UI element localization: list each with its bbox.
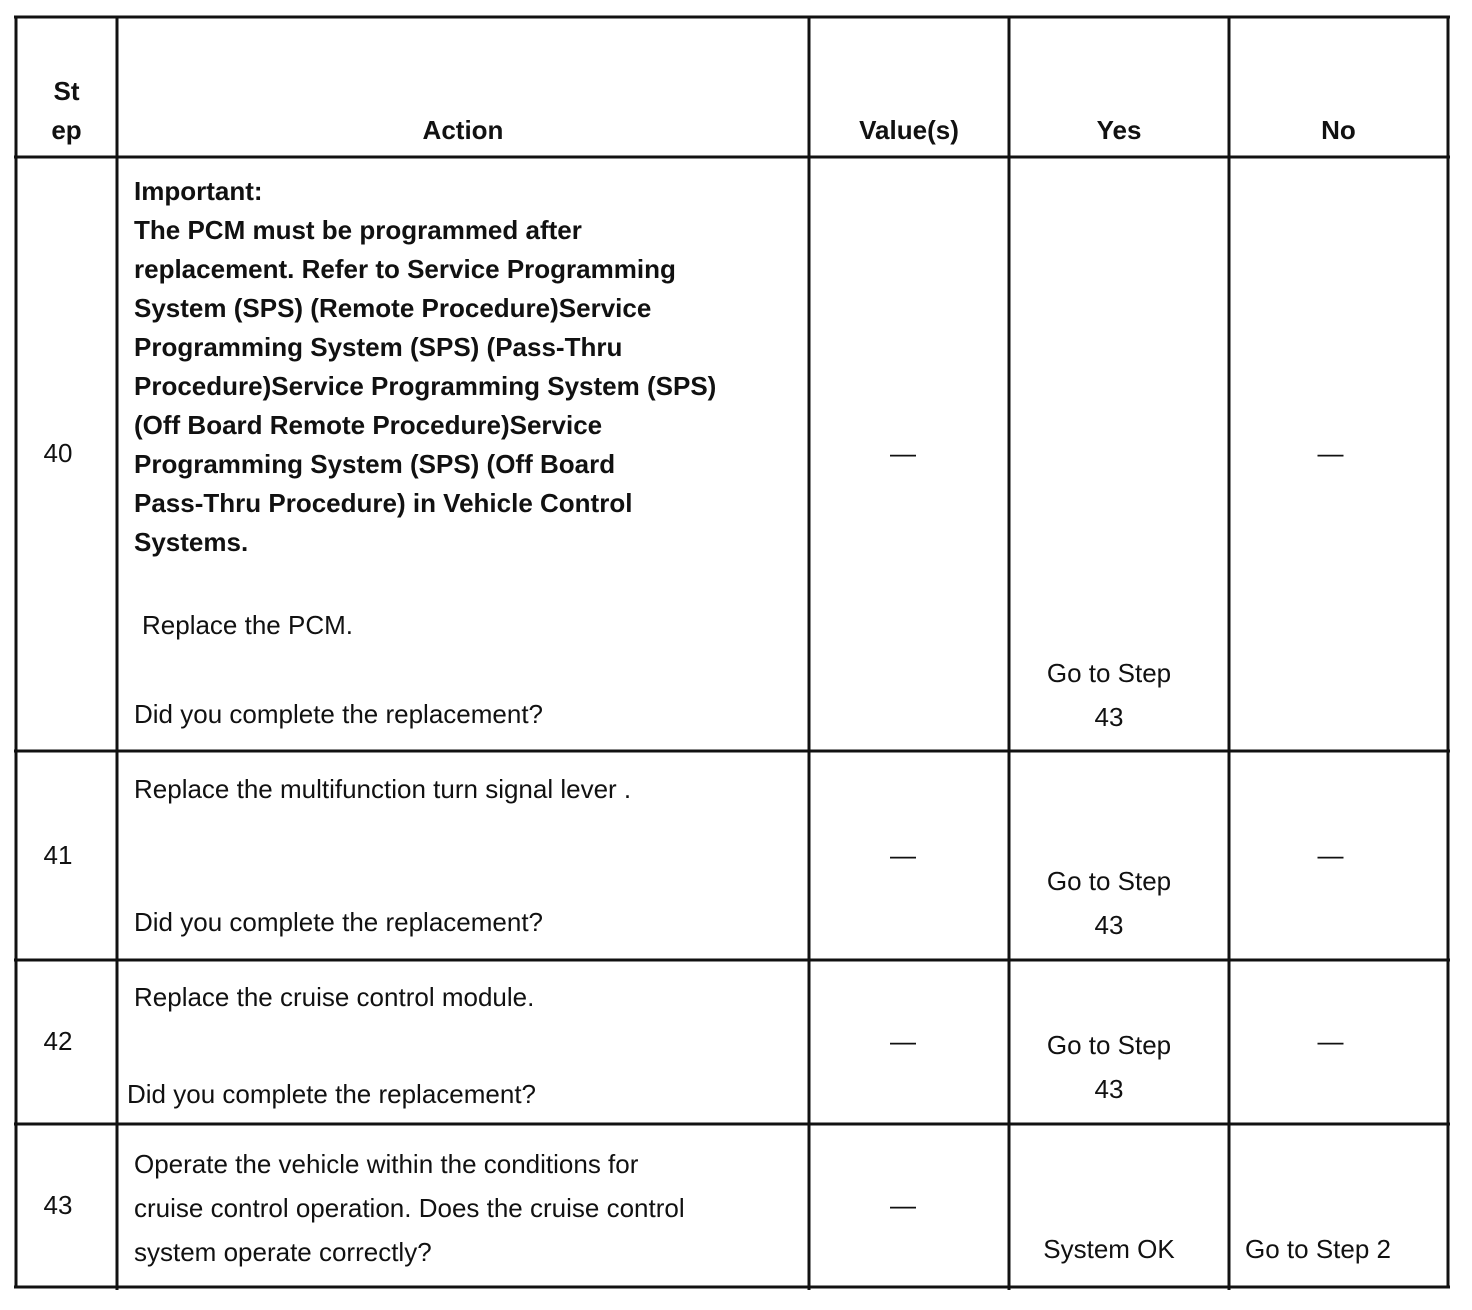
- step-number: 41: [43, 840, 73, 870]
- value-cell: —: [890, 1026, 916, 1056]
- value-cell: —: [890, 840, 916, 870]
- action-question: Did you complete the replacement?: [134, 699, 544, 729]
- yes-line: Go to Step: [1046, 658, 1172, 688]
- important-line: Procedure)Service Programming System (SPS): [134, 371, 717, 401]
- yes-cell: [1009, 859, 1209, 947]
- header-yes: Yes: [1096, 115, 1142, 145]
- action-question: Did you complete the replacement?: [134, 907, 544, 937]
- action-instruction: Replace the multifunction turn signal lever .: [134, 774, 632, 804]
- header-step-line-2: ep: [51, 115, 82, 145]
- action-text: [134, 1142, 685, 1274]
- important-line: (Off Board Remote Procedure)Service: [134, 410, 603, 440]
- important-label: Important:: [134, 176, 263, 206]
- action-instruction: Replace the PCM.: [142, 610, 353, 640]
- header-step: [16, 72, 117, 150]
- action-line: Operate the vehicle within the conditions for: [134, 1149, 639, 1179]
- important-line: The PCM must be programmed after: [134, 215, 582, 245]
- important-text: [134, 211, 716, 562]
- no-cell: —: [1317, 840, 1344, 870]
- value-cell: —: [890, 1190, 916, 1220]
- no-cell: —: [1317, 438, 1344, 468]
- action-line: system operate correctly?: [134, 1237, 432, 1267]
- step-number: 40: [43, 438, 73, 468]
- important-line: Systems.: [134, 527, 249, 557]
- yes-cell: System OK: [1043, 1234, 1175, 1264]
- action-instruction: Replace the cruise control module.: [134, 982, 535, 1012]
- important-line: System (SPS) (Remote Procedure)Service: [134, 293, 652, 323]
- header-action: Action: [422, 115, 504, 145]
- important-line: replacement. Refer to Service Programming: [134, 254, 676, 284]
- header-no: No: [1321, 115, 1356, 145]
- important-line: Pass-Thru Procedure) in Vehicle Control: [134, 488, 633, 518]
- yes-line: 43: [1094, 1074, 1124, 1104]
- yes-line: 43: [1094, 702, 1124, 732]
- yes-line: Go to Step: [1046, 866, 1172, 896]
- no-cell: —: [1317, 1026, 1344, 1056]
- header-step-line-1: St: [53, 76, 80, 106]
- action-question: Did you complete the replacement?: [127, 1079, 537, 1109]
- important-line: Programming System (SPS) (Off Board: [134, 449, 616, 479]
- no-cell: Go to Step 2: [1245, 1234, 1391, 1264]
- step-number: 42: [43, 1026, 73, 1056]
- header-values: Value(s): [859, 115, 959, 145]
- yes-line: 43: [1094, 910, 1124, 940]
- action-line: cruise control operation. Does the cruise control: [134, 1193, 685, 1223]
- step-number: 43: [43, 1190, 73, 1220]
- value-cell: —: [890, 438, 916, 468]
- yes-cell: [1009, 651, 1209, 739]
- yes-line: Go to Step: [1046, 1030, 1172, 1060]
- important-line: Programming System (SPS) (Pass-Thru: [134, 332, 623, 362]
- yes-cell: [1009, 1023, 1209, 1111]
